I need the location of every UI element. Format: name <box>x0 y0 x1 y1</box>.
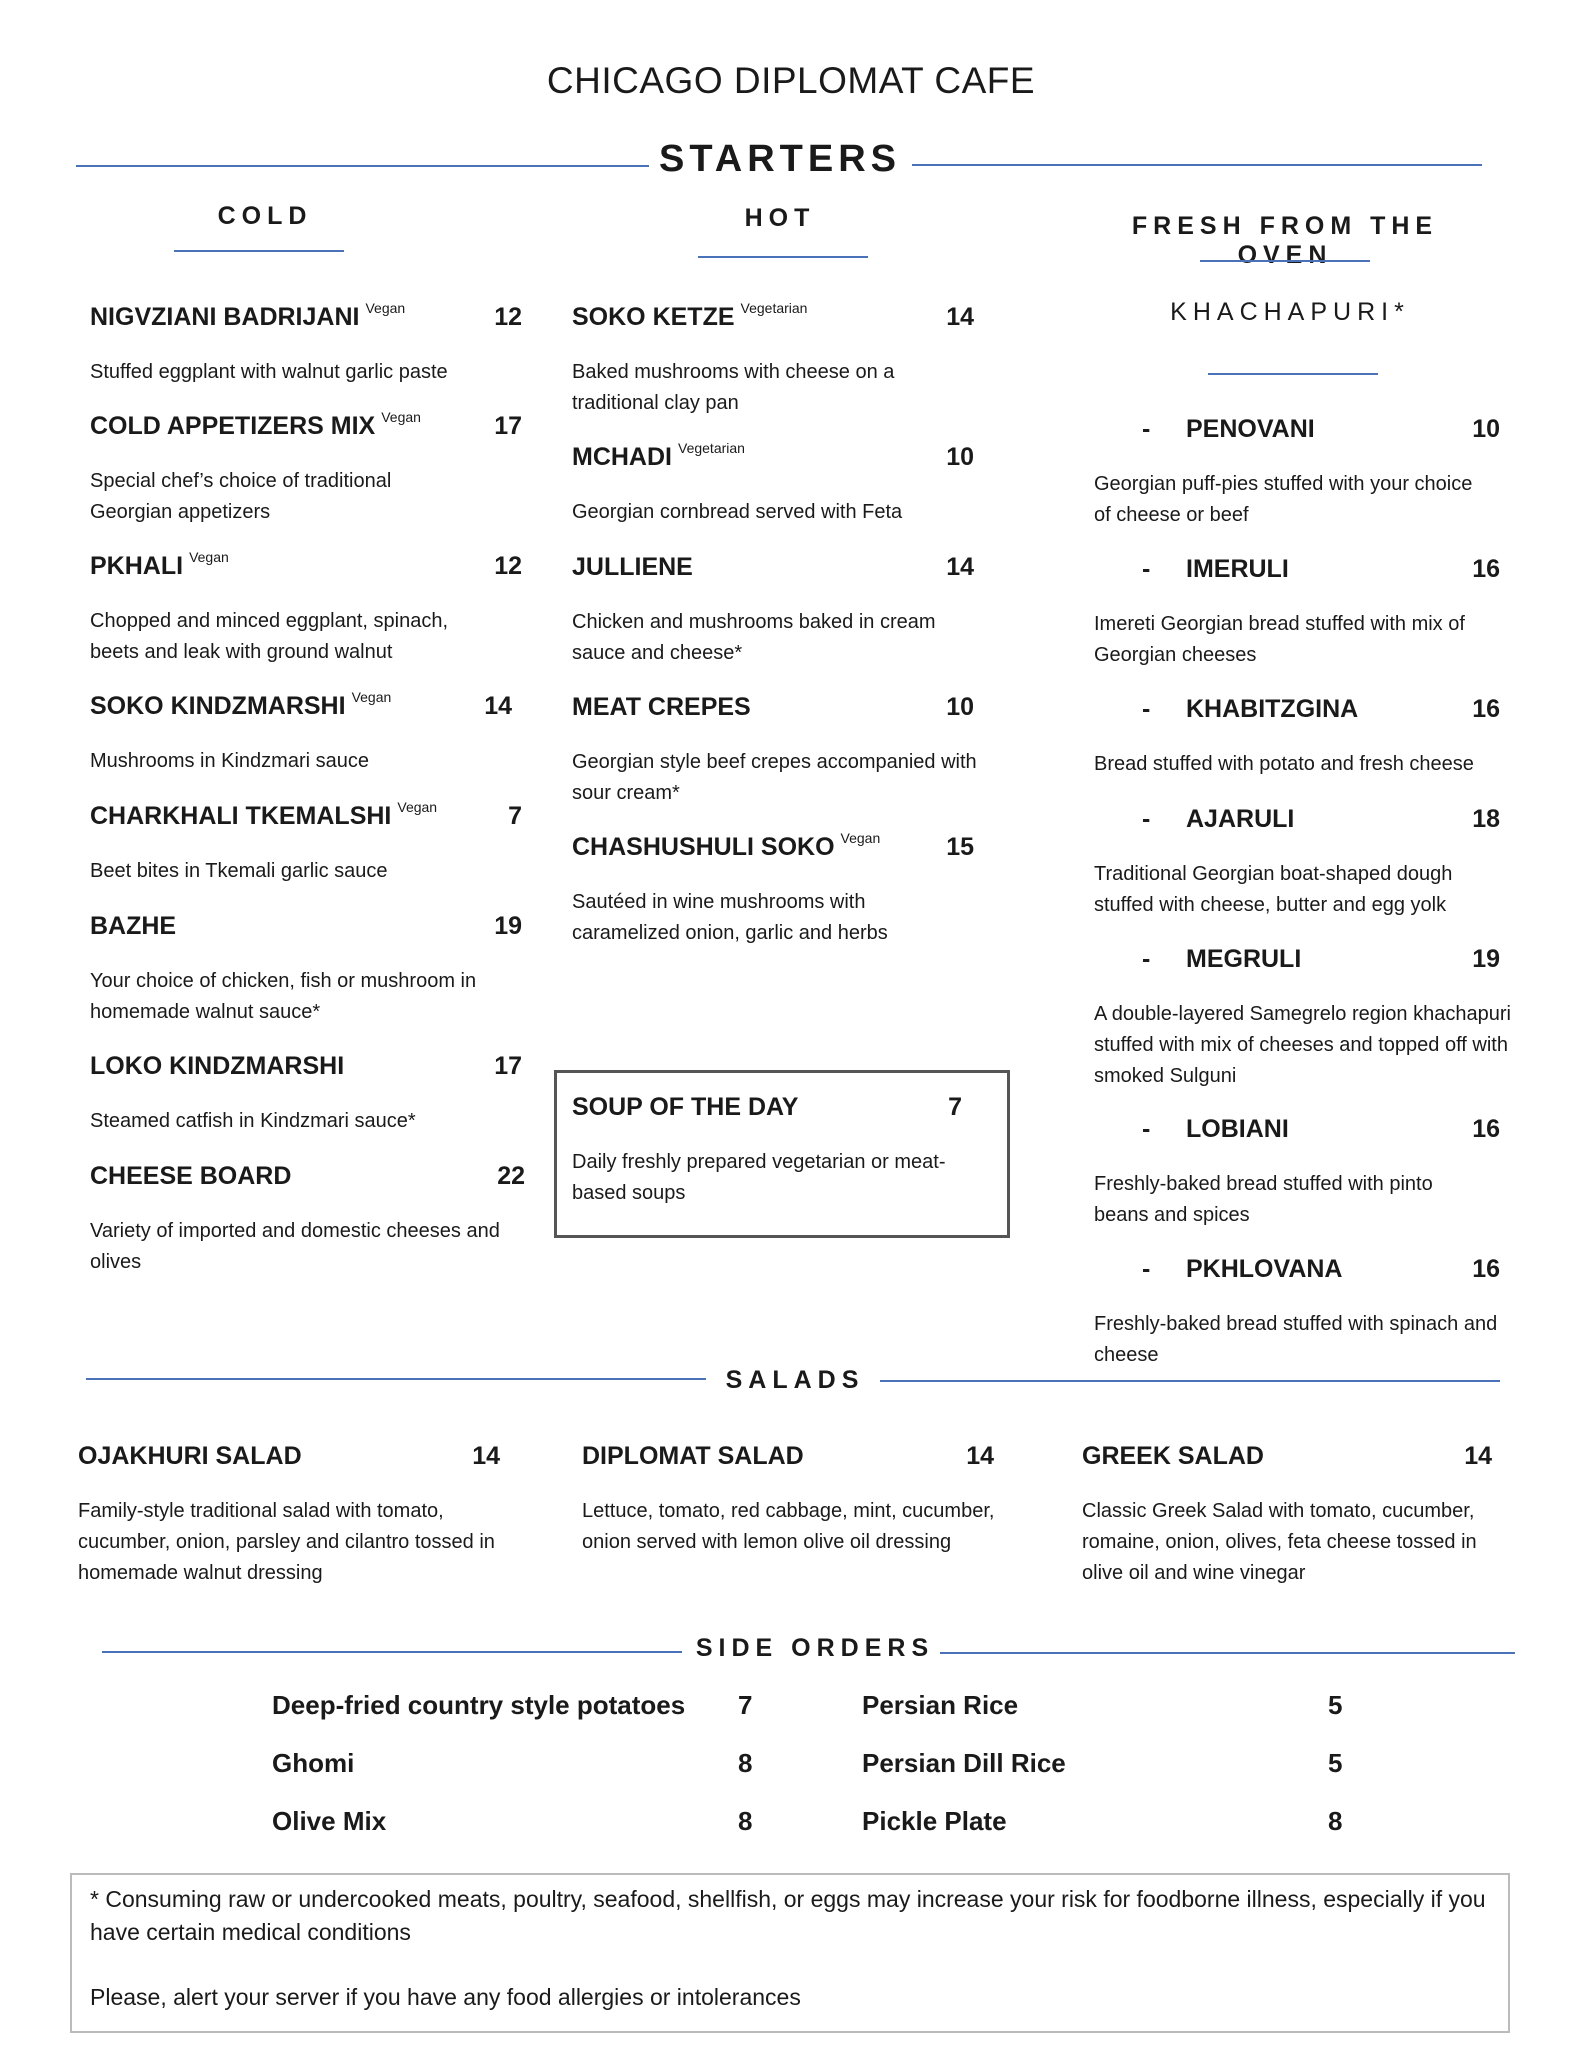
side-name: Olive Mix <box>272 1806 387 1836</box>
item-dash: - <box>1142 1255 1151 1283</box>
starters-right-rule <box>912 164 1482 166</box>
item-price: 14 <box>484 692 512 720</box>
item-desc: Baked mushrooms with cheese on a traditional clay pan <box>572 361 895 414</box>
item-name: JULLIENE <box>572 553 693 581</box>
side-price: 7 <box>738 1690 753 1720</box>
item-dash: - <box>1142 695 1151 723</box>
item-dash: - <box>1142 945 1151 973</box>
sides-left-rule <box>102 1651 682 1653</box>
item-desc: Georgian cornbread served with Feta <box>572 501 903 523</box>
item-price: 16 <box>1472 555 1500 583</box>
item-desc: Chicken and mushrooms baked in cream sauce and cheese* <box>572 611 936 664</box>
item-price: 16 <box>1472 695 1500 723</box>
item-name: PKHLOVANA <box>1186 1255 1343 1283</box>
item-desc: Your choice of chicken, fish or mushroom in homemade walnut sauce* <box>90 970 477 1023</box>
item-price: 16 <box>1472 1115 1500 1143</box>
hot-underline <box>698 256 868 258</box>
item-name: AJARULI <box>1186 805 1295 833</box>
item-price: 12 <box>494 552 522 580</box>
item-desc: Stuffed eggplant with walnut garlic paste <box>90 361 448 383</box>
item-name: PENOVANI <box>1186 415 1315 443</box>
side-name: Pickle Plate <box>862 1806 1007 1836</box>
oven-heading: FRESH FROM THE OVEN <box>1131 212 1439 269</box>
side-name: Persian Rice <box>862 1690 1019 1720</box>
item-name: MEAT CREPES <box>572 693 751 721</box>
item-desc: Steamed catfish in Kindzmari sauce* <box>90 1110 416 1132</box>
item-price: 12 <box>494 303 522 331</box>
item-desc: A double-layered Samegrelo region khachapuri stuffed with mix of cheeses and topped off with smoked Sulguni <box>1094 1003 1511 1087</box>
item-name: KHABITZGINA <box>1186 695 1359 723</box>
diet-tag: Vegan <box>397 799 438 815</box>
item-dash: - <box>1142 1115 1151 1143</box>
side-price: 5 <box>1328 1690 1343 1720</box>
item-desc: Chopped and minced eggplant, spinach, beets and leak with ground walnut <box>90 610 449 663</box>
item-name: COLD APPETIZERS MIX $^{Vegan}$ <box>90 409 421 440</box>
item-price: 7 <box>508 802 522 830</box>
diet-tag: Vegan <box>365 300 406 316</box>
item-price: 19 <box>1472 945 1500 973</box>
item-name: OJAKHURI SALAD <box>78 1442 302 1470</box>
item-name: LOBIANI <box>1186 1115 1289 1143</box>
item-price: 17 <box>494 412 522 440</box>
soup-of-the-day-box <box>554 1070 1010 1238</box>
item-name: DIPLOMAT SALAD <box>582 1442 804 1470</box>
item-name: PKHALI $^{Vegan}$ <box>90 549 229 580</box>
item-desc: Traditional Georgian boat-shaped dough stuffed with cheese, butter and egg yolk <box>1094 863 1453 916</box>
item-name: SOKO KINDZMARSHI $^{Vegan}$ <box>90 689 392 720</box>
side-price: 5 <box>1328 1748 1343 1778</box>
item-name: GREEK SALAD <box>1082 1442 1264 1470</box>
cold-underline <box>174 250 344 252</box>
item-desc: Mushrooms in Kindzmari sauce <box>90 750 369 772</box>
item-name: MCHADI $^{Vegetarian}$ <box>572 440 745 471</box>
diet-tag: Vegetarian <box>740 300 808 316</box>
item-price: 22 <box>497 1162 525 1190</box>
salads-heading: SALADS <box>725 1366 865 1394</box>
item-price: 10 <box>946 693 974 721</box>
item-price: 14 <box>1464 1442 1492 1470</box>
diet-tag: Vegan <box>351 689 392 705</box>
item-name: NIGVZIANI BADRIJANI $^{Vegan}$ <box>90 300 406 331</box>
item-price: 7 <box>948 1093 962 1121</box>
item-dash: - <box>1142 555 1151 583</box>
oven-underline <box>1200 260 1370 262</box>
item-desc: Classic Greek Salad with tomato, cucumber, romaine, onion, olives, feta cheese tossed in olive oil and wine vinegar <box>1082 1500 1477 1584</box>
food-safety-warning: * Consuming raw or undercooked meats, poultry, seafood, shellfish, or eggs may increase your risk for foodborne illness, especially if you have certain medical conditions <box>90 1886 1486 1945</box>
item-price: 14 <box>966 1442 994 1470</box>
diet-tag: Vegan <box>189 549 229 565</box>
khachapuri-subheading: KHACHAPURI* <box>1170 298 1410 326</box>
item-price: 14 <box>946 303 974 331</box>
item-desc: Imereti Georgian bread stuffed with mix of Georgian cheeses <box>1094 613 1465 666</box>
item-name: CHEESE BOARD <box>90 1162 292 1190</box>
item-price: 10 <box>946 443 974 471</box>
item-desc: Family-style traditional salad with tomato, cucumber, onion, parsley and cilantro tossed in homemade walnut dressing <box>78 1500 495 1584</box>
sides-right-rule <box>940 1652 1515 1654</box>
item-name: SOUP OF THE DAY <box>572 1093 799 1121</box>
restaurant-title: CHICAGO DIPLOMAT CAFE <box>546 60 1036 101</box>
item-desc: Georgian style beef crepes accompanied with sour cream* <box>572 751 977 804</box>
item-price: 14 <box>472 1442 500 1470</box>
item-desc: Special chef’s choice of traditional Georgian appetizers <box>90 470 392 523</box>
diet-tag: Vegan <box>381 409 421 425</box>
item-dash: - <box>1142 805 1151 833</box>
item-name: IMERULI <box>1186 555 1289 583</box>
item-desc: Freshly-baked bread stuffed with pinto beans and spices <box>1094 1173 1433 1226</box>
cold-heading: COLD <box>217 202 313 230</box>
item-price: 16 <box>1472 1255 1500 1283</box>
item-desc: Sautéed in wine mushrooms with caramelized onion, garlic and herbs <box>572 891 888 944</box>
allergy-notice: Please, alert your server if you have any food allergies or intolerances <box>90 1984 801 2010</box>
diet-tag: Vegetarian <box>678 440 745 456</box>
item-desc: Beet bites in Tkemali garlic sauce <box>90 860 388 882</box>
item-dash: - <box>1142 415 1151 443</box>
salads-right-rule <box>880 1380 1500 1382</box>
item-desc: Daily freshly prepared vegetarian or meat-based soups <box>572 1151 946 1204</box>
item-desc: Variety of imported and domestic cheeses and olives <box>90 1220 500 1273</box>
side-orders-heading: SIDE ORDERS <box>695 1634 935 1662</box>
item-name: BAZHE <box>90 912 177 940</box>
item-name: SOKO KETZE $^{Vegetarian}$ <box>572 300 808 331</box>
item-price: 14 <box>946 553 974 581</box>
starters-left-rule <box>76 165 649 167</box>
item-name: CHARKHALI TKEMALSHI $^{Vegan}$ <box>90 799 438 830</box>
salads-left-rule <box>86 1378 706 1380</box>
item-name: CHASHUSHULI SOKO $^{Vegan}$ <box>572 830 881 861</box>
item-name: MEGRULI <box>1186 945 1302 973</box>
side-price: 8 <box>1328 1806 1343 1836</box>
side-name: Persian Dill Rice <box>862 1748 1066 1778</box>
side-name: Ghomi <box>272 1748 355 1778</box>
item-desc: Lettuce, tomato, red cabbage, mint, cucumber, onion served with lemon olive oil dressing <box>582 1500 995 1553</box>
side-name: Deep-fried country style potatoes <box>272 1690 686 1720</box>
item-desc: Bread stuffed with potato and fresh cheese <box>1094 753 1474 775</box>
starters-heading: STARTERS <box>659 138 901 180</box>
side-price: 8 <box>738 1806 753 1836</box>
hot-heading: HOT <box>744 204 816 232</box>
item-name: LOKO KINDZMARSHI <box>90 1052 345 1080</box>
item-price: 10 <box>1472 415 1500 443</box>
item-desc: Freshly-baked bread stuffed with spinach and cheese <box>1094 1313 1498 1366</box>
item-price: 17 <box>494 1052 522 1080</box>
footer-notice-box <box>70 1873 1510 2033</box>
side-price: 8 <box>738 1748 753 1778</box>
item-desc: Georgian puff-pies stuffed with your choice of cheese or beef <box>1094 473 1473 526</box>
item-price: 18 <box>1472 805 1500 833</box>
diet-tag: Vegan <box>840 830 881 846</box>
khachapuri-underline <box>1208 373 1378 375</box>
item-price: 15 <box>946 833 974 861</box>
item-price: 19 <box>494 912 522 940</box>
